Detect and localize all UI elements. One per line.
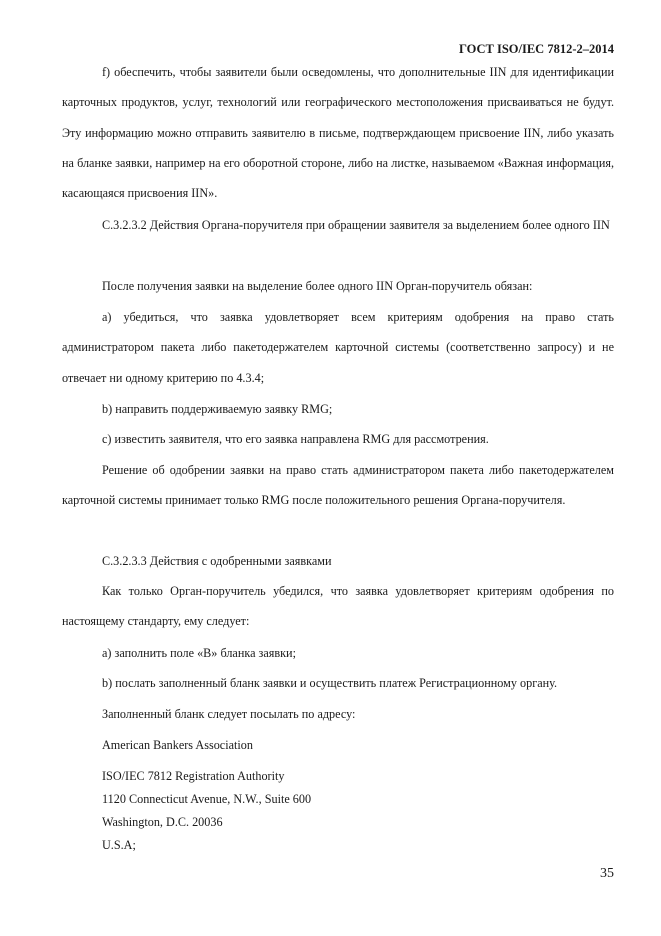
address-line: U.S.A; bbox=[102, 838, 136, 852]
section-heading-c3233: С.3.2.3.3 Действия с одобренными заявками bbox=[102, 554, 332, 568]
page-number: 35 bbox=[600, 866, 614, 881]
document-header: ГОСТ ISO/IEC 7812-2–2014 bbox=[458, 42, 614, 56]
list-item-b: b) послать заполненный бланк заявки и осуществить платеж Регистрационному органу. bbox=[102, 676, 558, 690]
paragraph: Решение об одобрении заявки на право стать администратором пакета либо пакетодержателем карточной системы принимает только RMG после положительного решения Органа-поручителя. bbox=[62, 463, 614, 508]
paragraph: Как только Орган-поручитель убедился, что заявка удовлетворяет критериям одобрения по настоящему стандарту, ему следует: bbox=[62, 584, 614, 629]
paragraph: После получения заявки на выделение более одного IIN Орган-поручитель обязан: bbox=[102, 279, 533, 293]
section-heading-c3232: С.3.2.3.2 Действия Органа-поручителя при обращении заявителя за выделением более одного IIN bbox=[102, 218, 610, 232]
address-line: Washington, D.C. 20036 bbox=[102, 815, 223, 829]
list-item-a: a) убедиться, что заявка удовлетворяет всем критериям одобрения на право стать администратором пакета либо пакетодержателем карточной системы (соответственно запросу) и не отвечает ни одному критерию по 4.3.4; bbox=[62, 310, 614, 385]
list-item-a: a) заполнить поле «B» бланка заявки; bbox=[102, 646, 296, 660]
address-line: 1120 Connecticut Avenue, N.W., Suite 600 bbox=[102, 792, 312, 806]
list-item-c: c) известить заявителя, что его заявка направлена RMG для рассмотрения. bbox=[102, 432, 489, 446]
paragraph-f: f) обеспечить, чтобы заявители были осведомлены, что дополнительные IIN для идентификации карточных продуктов, услуг, технологий или географического местоположения присваиваться не будут. Эту информацию можно отправить заявителю в письме, подтверждающем присвоение IIN, либо указать на бланке заявки, например на его оборотной стороне, либо на листке, называемом «Важная информация, касающаяся присвоения IIN». bbox=[62, 65, 614, 201]
address-line: ISO/IEC 7812 Registration Authority bbox=[102, 769, 285, 783]
paragraph: Заполненный бланк следует посылать по адресу: bbox=[102, 707, 356, 721]
address-organization: American Bankers Association bbox=[102, 738, 253, 752]
list-item-b: b) направить поддерживаемую заявку RMG; bbox=[102, 402, 333, 416]
